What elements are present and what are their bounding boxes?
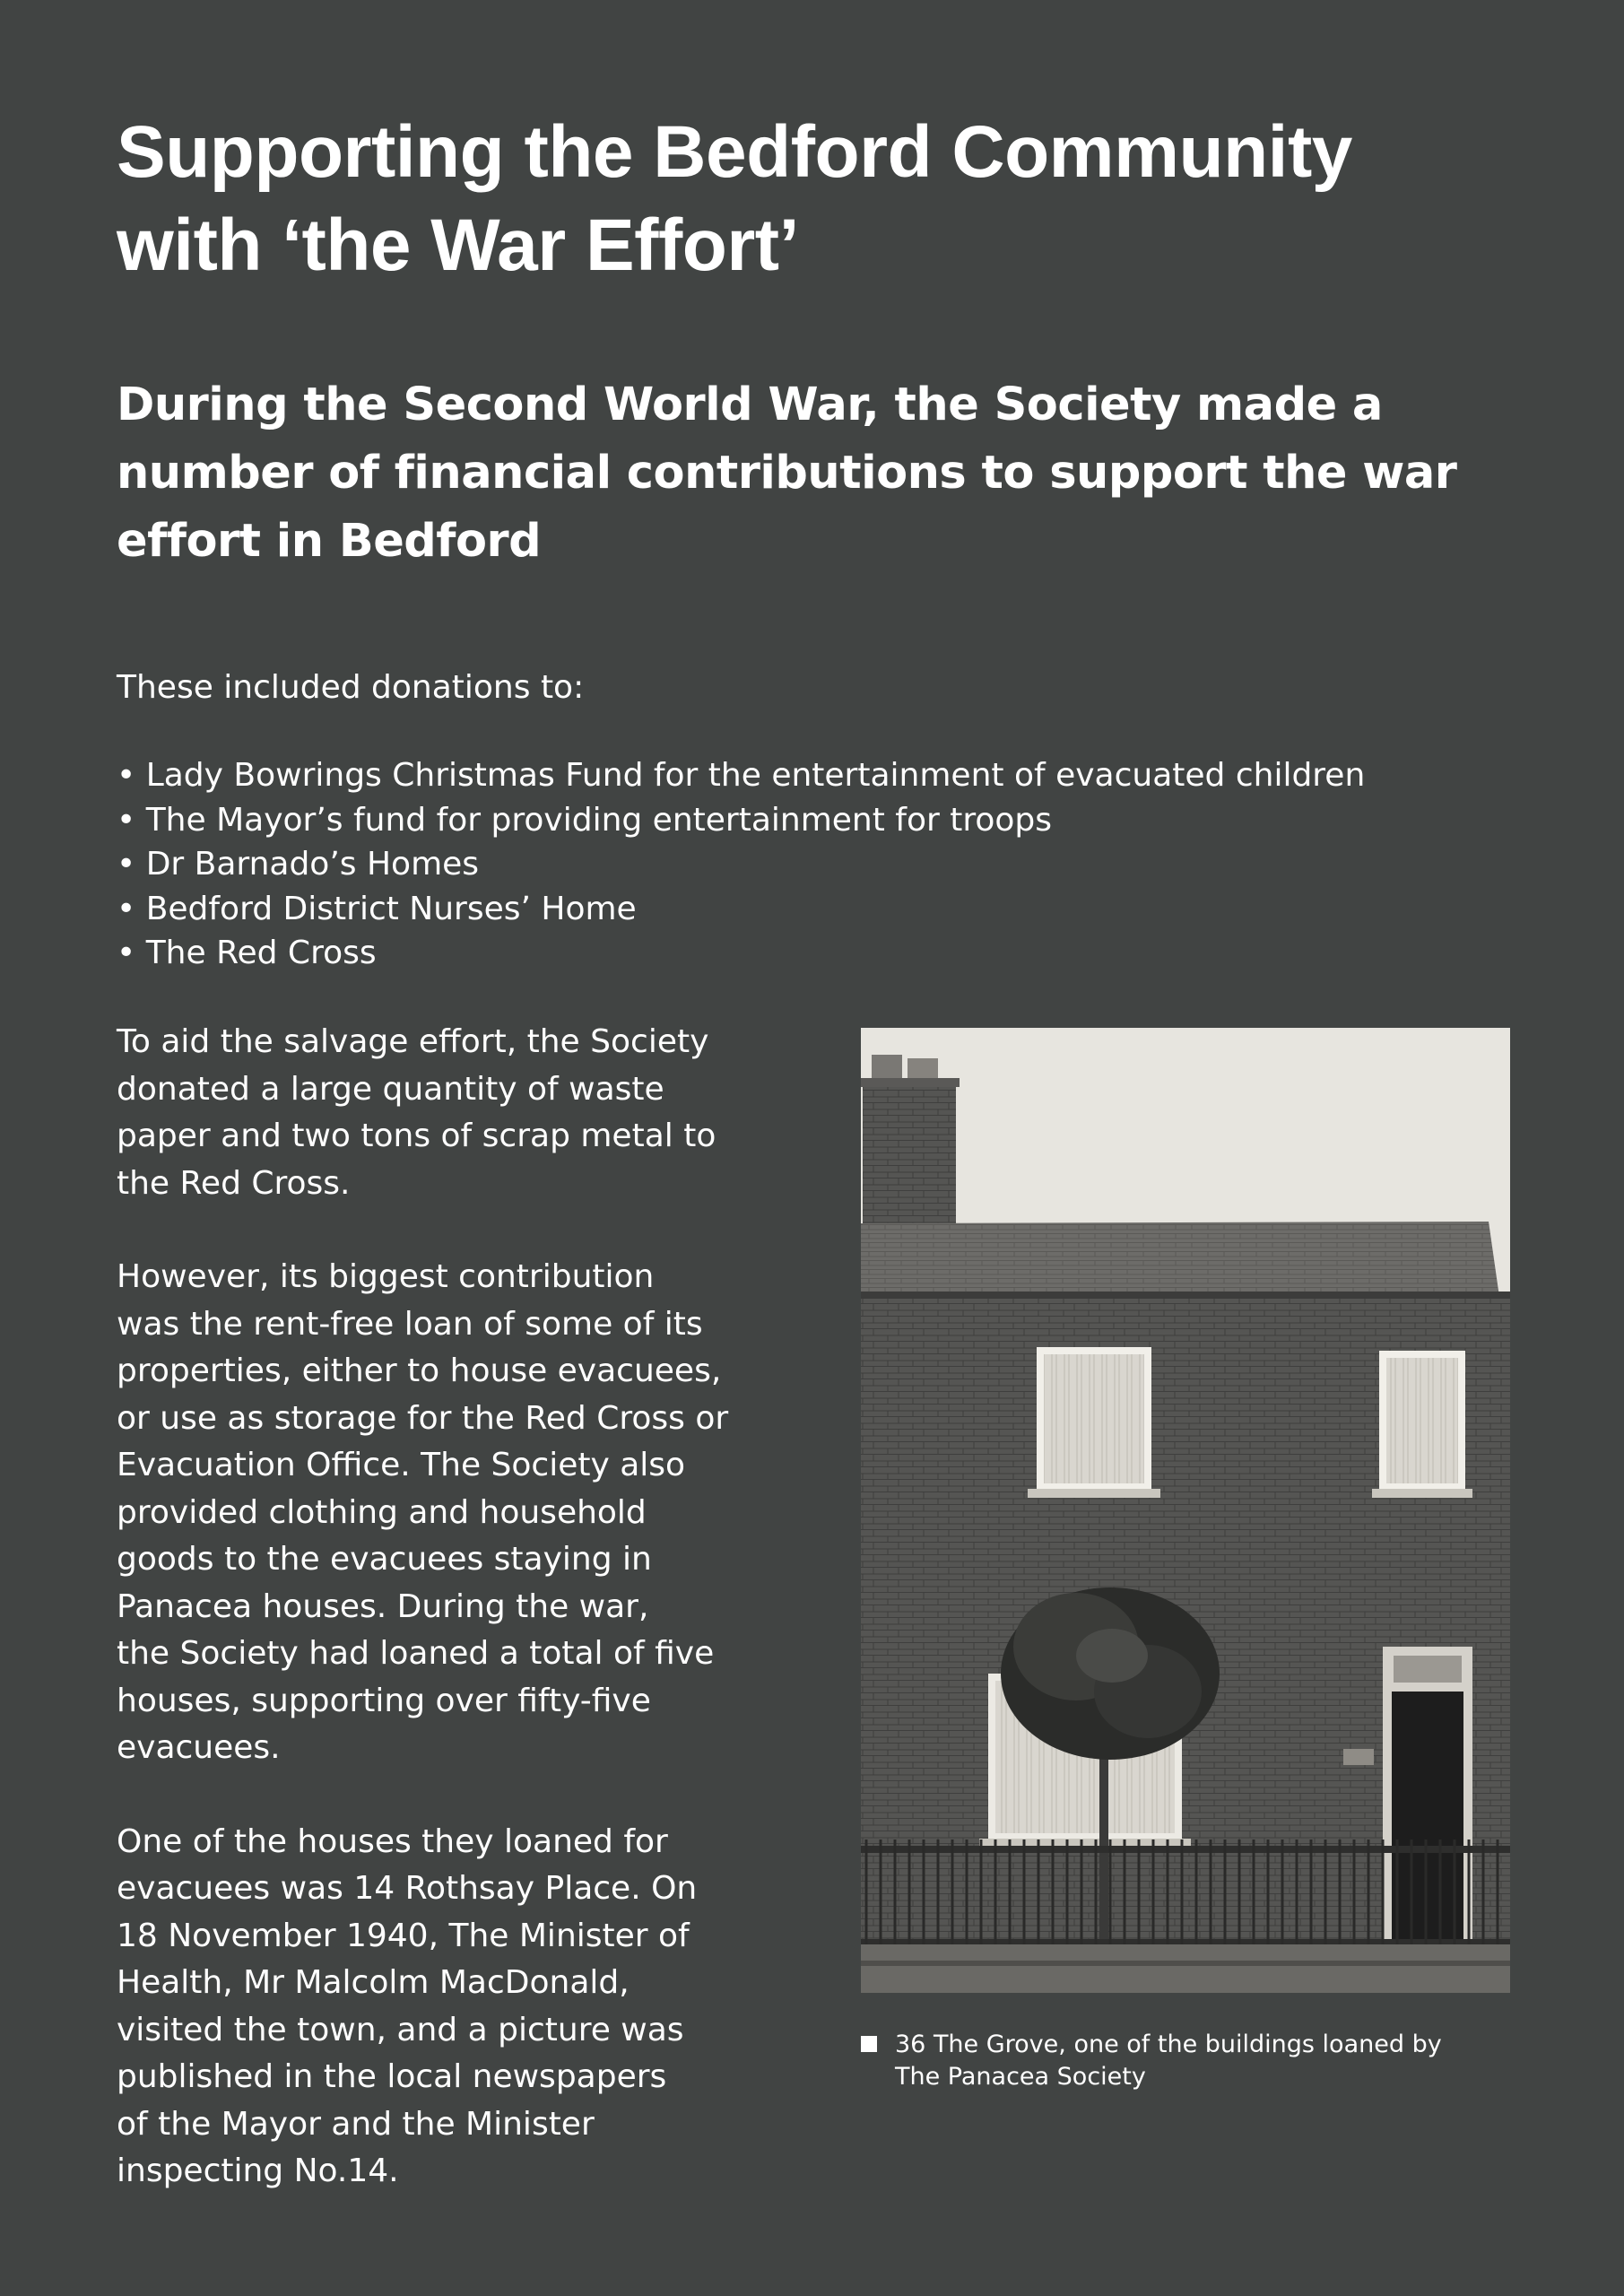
list-item: • Lady Bowrings Christmas Fund for the entertainment of evacuated children xyxy=(117,753,1365,798)
text-line: Panacea houses. During the war, xyxy=(117,1587,649,1625)
house-photo xyxy=(861,1028,1510,1993)
caption-line-1: 36 The Grove, one of the buildings loaned by xyxy=(895,2031,1442,2058)
title-line-2: with ‘the War Effort’ xyxy=(117,204,799,286)
list-item: • Dr Barnado’s Homes xyxy=(117,842,1365,887)
list-item: • The Mayor’s fund for providing entertainment for troops xyxy=(117,798,1365,843)
text-line: One of the houses they loaned for xyxy=(117,1822,668,1860)
text-line: goods to the evacuees staying in xyxy=(117,1541,652,1578)
text-line: houses, supporting over fifty-five xyxy=(117,1682,651,1719)
text-line: paper and two tons of scrap metal to xyxy=(117,1118,716,1154)
paragraph-loans xyxy=(117,1254,762,1772)
donations-list xyxy=(117,753,1365,976)
text-line: visited the town, and a picture was xyxy=(117,2011,684,2048)
subtitle-line-2: number of financial contributions to support the war xyxy=(117,447,1457,500)
title-line-1: Supporting the Bedford Community xyxy=(117,111,1352,193)
text-line: However, its biggest contribution xyxy=(117,1258,655,1295)
list-item: • Bedford District Nurses’ Home xyxy=(117,887,1365,932)
text-line: properties, either to house evacuees, xyxy=(117,1352,722,1389)
text-line: inspecting No.14. xyxy=(117,2152,399,2189)
text-line: Evacuation Office. The Society also xyxy=(117,1447,686,1483)
text-line: the Red Cross. xyxy=(117,1164,351,1202)
text-line: or use as storage for the Red Cross or xyxy=(117,1399,729,1437)
page-title xyxy=(117,106,1533,292)
text-line: donated a large quantity of waste xyxy=(117,1070,664,1108)
text-line: of the Mayor and the Minister xyxy=(117,2105,595,2143)
list-item: • The Red Cross xyxy=(117,931,1365,976)
intro-text: These included donations to: xyxy=(117,669,585,706)
subtitle-line-3: effort in Bedford xyxy=(117,515,542,568)
text-line: was the rent-free loan of some of its xyxy=(117,1305,703,1343)
paragraph-rothsay xyxy=(117,1819,762,2196)
body-text xyxy=(117,1019,762,2242)
text-line: evacuees was 14 Rothsay Place. On xyxy=(117,1870,698,1907)
text-line: 18 November 1940, The Minister of xyxy=(117,1917,690,1954)
subtitle-line-1: During the Second World War, the Society made a xyxy=(117,378,1383,431)
text-line: Health, Mr Malcolm MacDonald, xyxy=(117,1964,630,2001)
text-line: evacuees. xyxy=(117,1729,281,1766)
text-line: the Society had loaned a total of five xyxy=(117,1635,715,1672)
paragraph-salvage xyxy=(117,1019,762,1207)
page-subtitle xyxy=(117,371,1551,576)
text-line: To aid the salvage effort, the Society xyxy=(117,1023,709,1060)
caption-text xyxy=(895,2029,1510,2093)
caption-line-2: The Panacea Society xyxy=(895,2063,1146,2091)
square-bullet-icon xyxy=(861,2036,877,2052)
photo-caption xyxy=(861,2029,1510,2093)
text-line: provided clothing and household xyxy=(117,1493,647,1531)
text-line: published in the local newspapers xyxy=(117,2058,667,2095)
house-illustration xyxy=(861,1028,1510,1993)
